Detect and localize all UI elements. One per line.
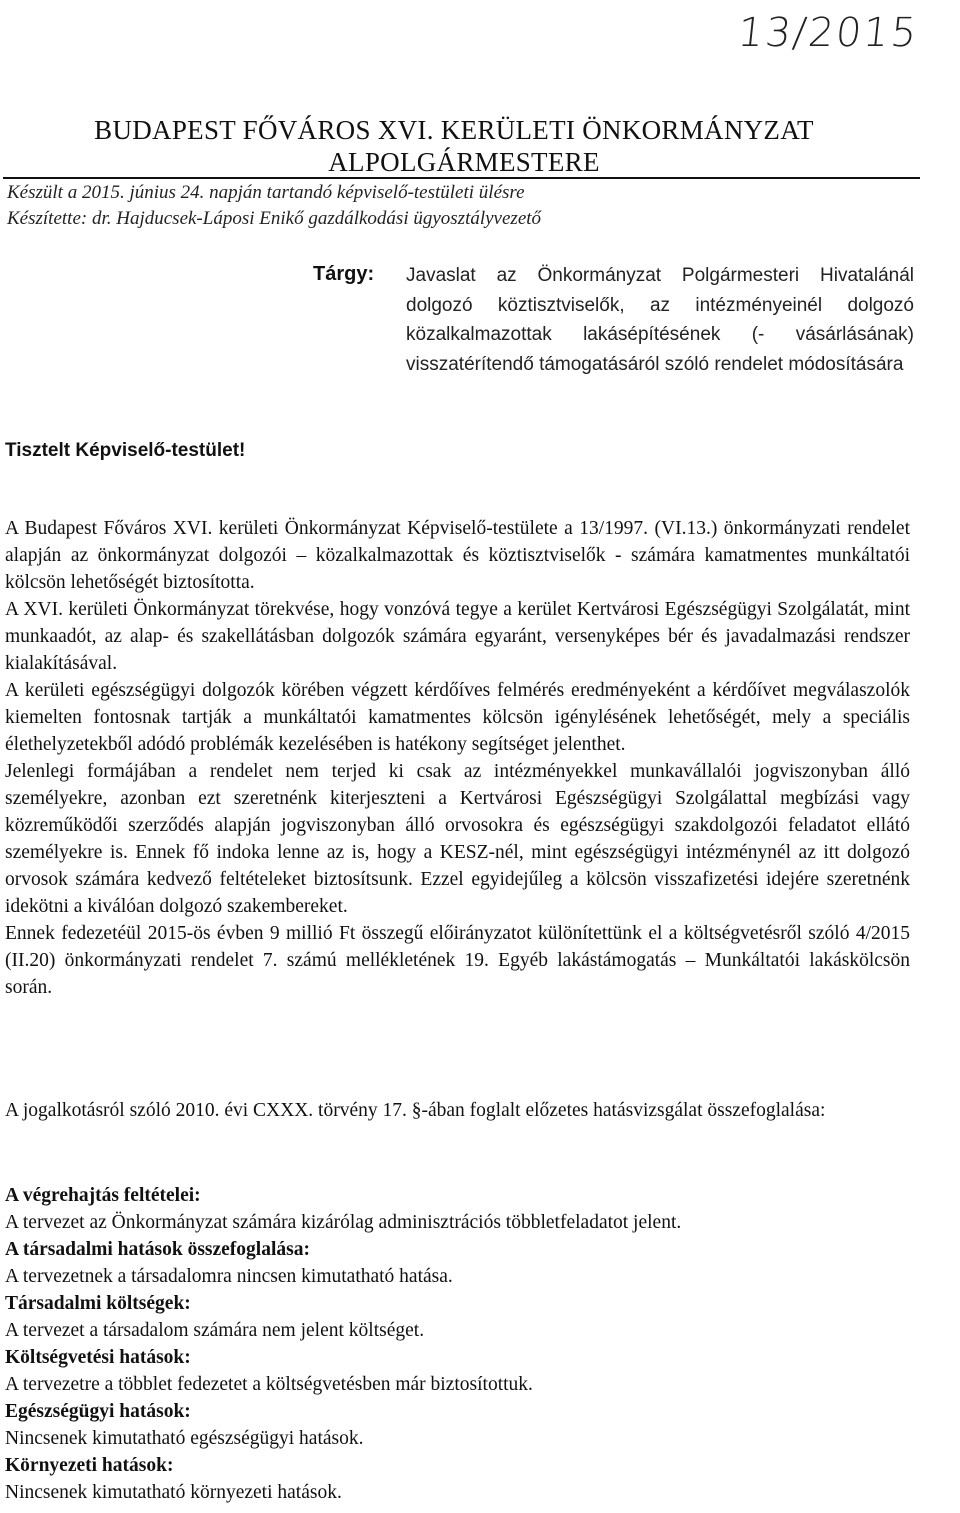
impact-assessment-intro xyxy=(5,1097,910,1124)
impact-text: Nincsenek kimutatható egészségügyi hatások. xyxy=(5,1428,364,1449)
impact-heading: Környezeti hatások: xyxy=(5,1455,174,1476)
impact-heading: A társadalmi hatások összefoglalása: xyxy=(5,1239,310,1260)
impact-assessment-list xyxy=(5,1182,910,1506)
body-paragraph: Ennek fedezetéül 2015-ös évben 9 millió Ft összegű előirányzatot különítettünk el a költségvetésről szóló 4/2015 (II.20) önkormányzati rendelet 7. számú mellékletének 19. Egyéb lakástámogatás – Munkáltatói lakáskölcsön során. xyxy=(5,923,910,998)
organization-title: ALPOLGÁRMESTERE xyxy=(328,147,600,177)
impact-text: Nincsenek kimutatható környezeti hatások. xyxy=(5,1482,342,1503)
body-section xyxy=(5,515,910,1001)
document-header xyxy=(8,114,920,178)
impact-heading: A végrehajtás feltételei: xyxy=(5,1185,201,1206)
impact-text: A tervezet a társadalom számára nem jelent költséget. xyxy=(5,1320,425,1341)
impact-heading: Egészségügyi hatások: xyxy=(5,1401,191,1422)
subject-label: Tárgy: xyxy=(313,263,375,285)
body-paragraph: A XVI. kerületi Önkormányzat törekvése, hogy vonzóvá tegye a kerület Kertvárosi Egészségügyi Szolgálatát, mint munkaadót, az alap- és szakellátásban dolgozók számára egyaránt, versenyképes bér és javadalmazási rendszer kialakításával. xyxy=(5,599,910,674)
impact-text: A tervezetnek a társadalomra nincsen kimutatható hatása. xyxy=(5,1266,453,1287)
impact-heading: Társadalmi költségek: xyxy=(5,1293,191,1314)
body-paragraph: A kerületi egészségügyi dolgozók körében végzett kérdőíves felmérés eredményeként a kérdőívet megválaszolók kiemelten fontosnak tartják a munkáltatói kamatmentes kölcsön igénylésének lehetőségét, mely a speciális élethelyzetekből adódó problémák kezelésében is hatékony segítséget jelenthet. xyxy=(5,680,910,755)
prepared-for-line: Készült a 2015. június 24. napján tartandó képviselő-testületi ülésre xyxy=(7,182,525,203)
body-paragraph: A Budapest Főváros XVI. kerületi Önkormányzat Képviselő-testülete a 13/1997. (VI.13.) önkormányzati rendelet alapján az önkormányzat dolgozói – közalkalmazottak és köztisztviselők - számára kamatmentes munkáltatói kölcsön lehetőségét biztosította. xyxy=(5,518,910,593)
prepared-by-line: Készítette: dr. Hajducsek-Láposi Enikő gazdálkodási ügyosztályvezető xyxy=(7,208,542,229)
impact-text: A tervezet az Önkormányzat számára kizárólag adminisztrációs többletfeladatot jelent. xyxy=(5,1212,682,1233)
organization-name: BUDAPEST FŐVÁROS XVI. KERÜLETI ÖNKORMÁNYZAT xyxy=(94,115,814,145)
header-divider xyxy=(3,177,920,179)
impact-intro-text: A jogalkotásról szóló 2010. évi CXXX. törvény 17. §-ában foglalt előzetes hatásvizsgálat összefoglalása: xyxy=(5,1100,826,1121)
impact-heading: Költségvetési hatások: xyxy=(5,1347,191,1368)
body-paragraph: Jelenlegi formájában a rendelet nem terjed ki csak az intézményekkel munkavállalói jogviszonyban álló személyekre, azonban ezt szeretnénk kiterjeszteni a Kertvárosi Egészségügyi Szolgálattal megbízási vagy közreműködői szerződés alapján jogviszonyban álló orvosokra és egészségügyi szakdolgozói feladatot ellátó személyekre is. Ennek fő indoka lenne az is, hogy a KESZ-nél, mint egészségügyi intézménynél az itt dolgozó orvosok számára kedvező feltételeket biztosítsunk. Ezzel egyidejűleg a kölcsön visszafizetési idejére szeretnénk idekötni a kiválóan dolgozó szakembereket. xyxy=(5,761,910,917)
handwritten-file-number: 13/2015 xyxy=(735,10,921,56)
impact-text: A tervezetre a többlet fedezetet a költségvetésben már biztosítottuk. xyxy=(5,1374,533,1395)
subject-text: Javaslat az Önkormányzat Polgármesteri Hivatalánál dolgozó köztisztviselők, az intézményeinél dolgozó közalkalmazottak lakásépítésének (- vásárlásának) visszatérítendő támogatásáról szóló rendelet módosítására xyxy=(406,265,914,375)
salutation: Tisztelt Képviselő-testület! xyxy=(5,440,246,461)
